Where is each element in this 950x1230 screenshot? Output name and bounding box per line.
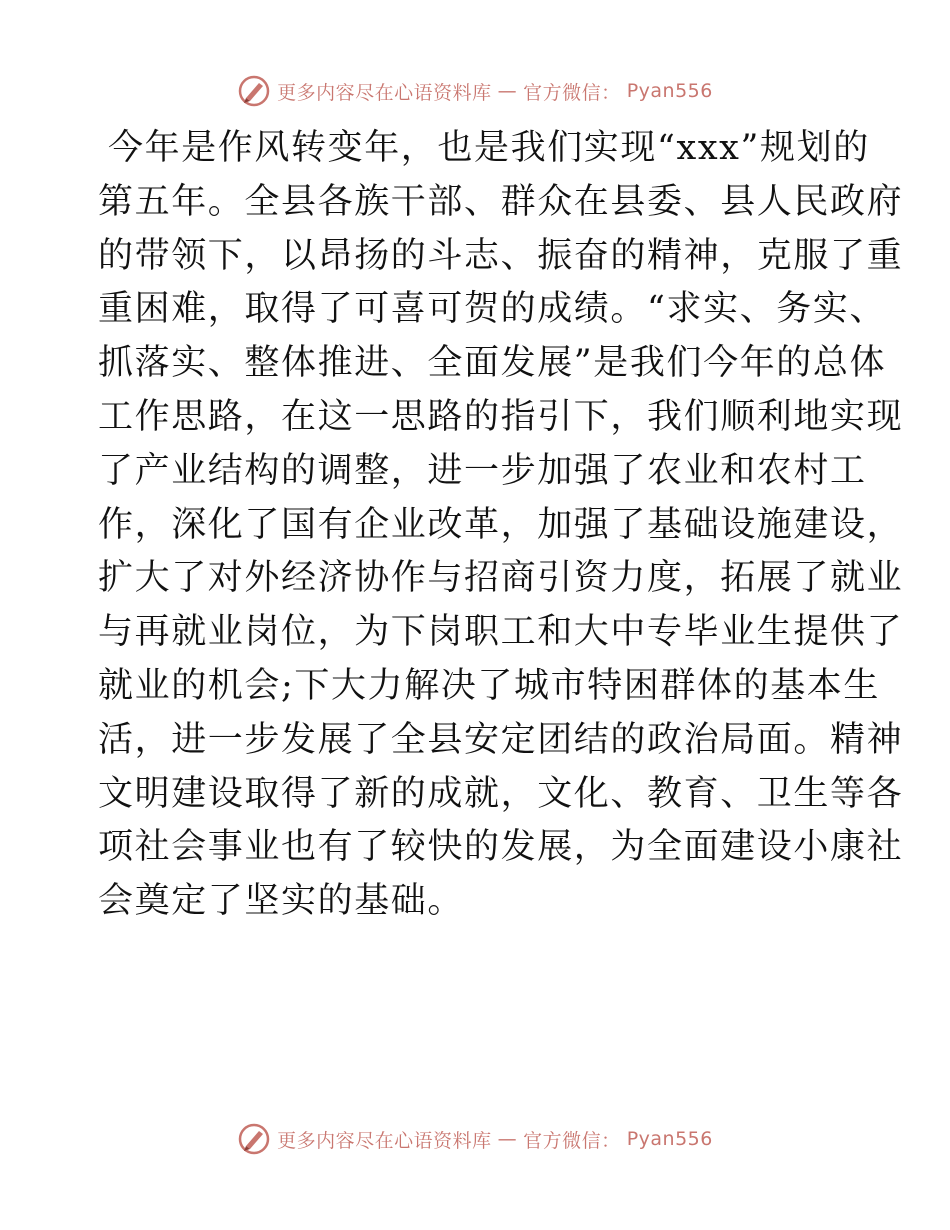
text-line: 会奠定了坚实的基础。 (98, 881, 465, 922)
footer-watermark (0, 1122, 950, 1156)
text-line: 就业的机会;下大力解决了城市特困群体的基本生 (98, 665, 880, 706)
watermark-site-text: 更多内容尽在心语资料库 (277, 81, 492, 104)
pen-logo-icon (237, 74, 271, 108)
text-line: 项社会事业也有了较快的发展，为全面建设小康社 (98, 827, 904, 868)
pen-logo-icon (237, 1122, 271, 1156)
text-line: 第五年。全县各族干部、群众在县委、县人民政府 (98, 181, 904, 222)
text-line: 的带领下，以昂扬的斗志、振奋的精神，克服了重 (98, 235, 904, 276)
text-line: 与再就业岗位，为下岗职工和大中专毕业生提供了 (98, 612, 904, 653)
document-body (98, 122, 904, 929)
header-watermark (0, 74, 950, 108)
text-line: 今年是作风转变年，也是我们实现“xxx”规划的 (108, 128, 870, 168)
watermark-site-text: 更多内容尽在心语资料库 (277, 1129, 492, 1152)
watermark-wechat-id: Pyan556 (626, 1128, 713, 1150)
text-line: 活，进一步发展了全县安定团结的政治局面。精神 (98, 719, 904, 760)
text-line: 工作思路，在这一思路的指引下，我们顺利地实现 (98, 396, 904, 437)
watermark-separator: — (497, 1128, 518, 1150)
watermark-wechat-id: Pyan556 (626, 80, 713, 102)
text-line: 了产业结构的调整，进一步加强了农业和农村工 (98, 450, 867, 491)
watermark-wechat-label: 官方微信： (523, 81, 621, 104)
text-line: 作，深化了国有企业改革，加强了基础设施建设， (98, 504, 904, 545)
watermark-separator: — (497, 80, 518, 102)
text-line: 重困难，取得了可喜可贺的成绩。“求实、务实、 (98, 289, 887, 330)
text-line: 抓落实、整体推进、全面发展”是我们今年的总体 (98, 343, 887, 384)
watermark-wechat-label: 官方微信： (523, 1129, 621, 1152)
text-line: 文明建设取得了新的成就，文化、教育、卫生等各 (98, 773, 904, 814)
text-line: 扩大了对外经济协作与招商引资力度，拓展了就业 (98, 558, 904, 599)
